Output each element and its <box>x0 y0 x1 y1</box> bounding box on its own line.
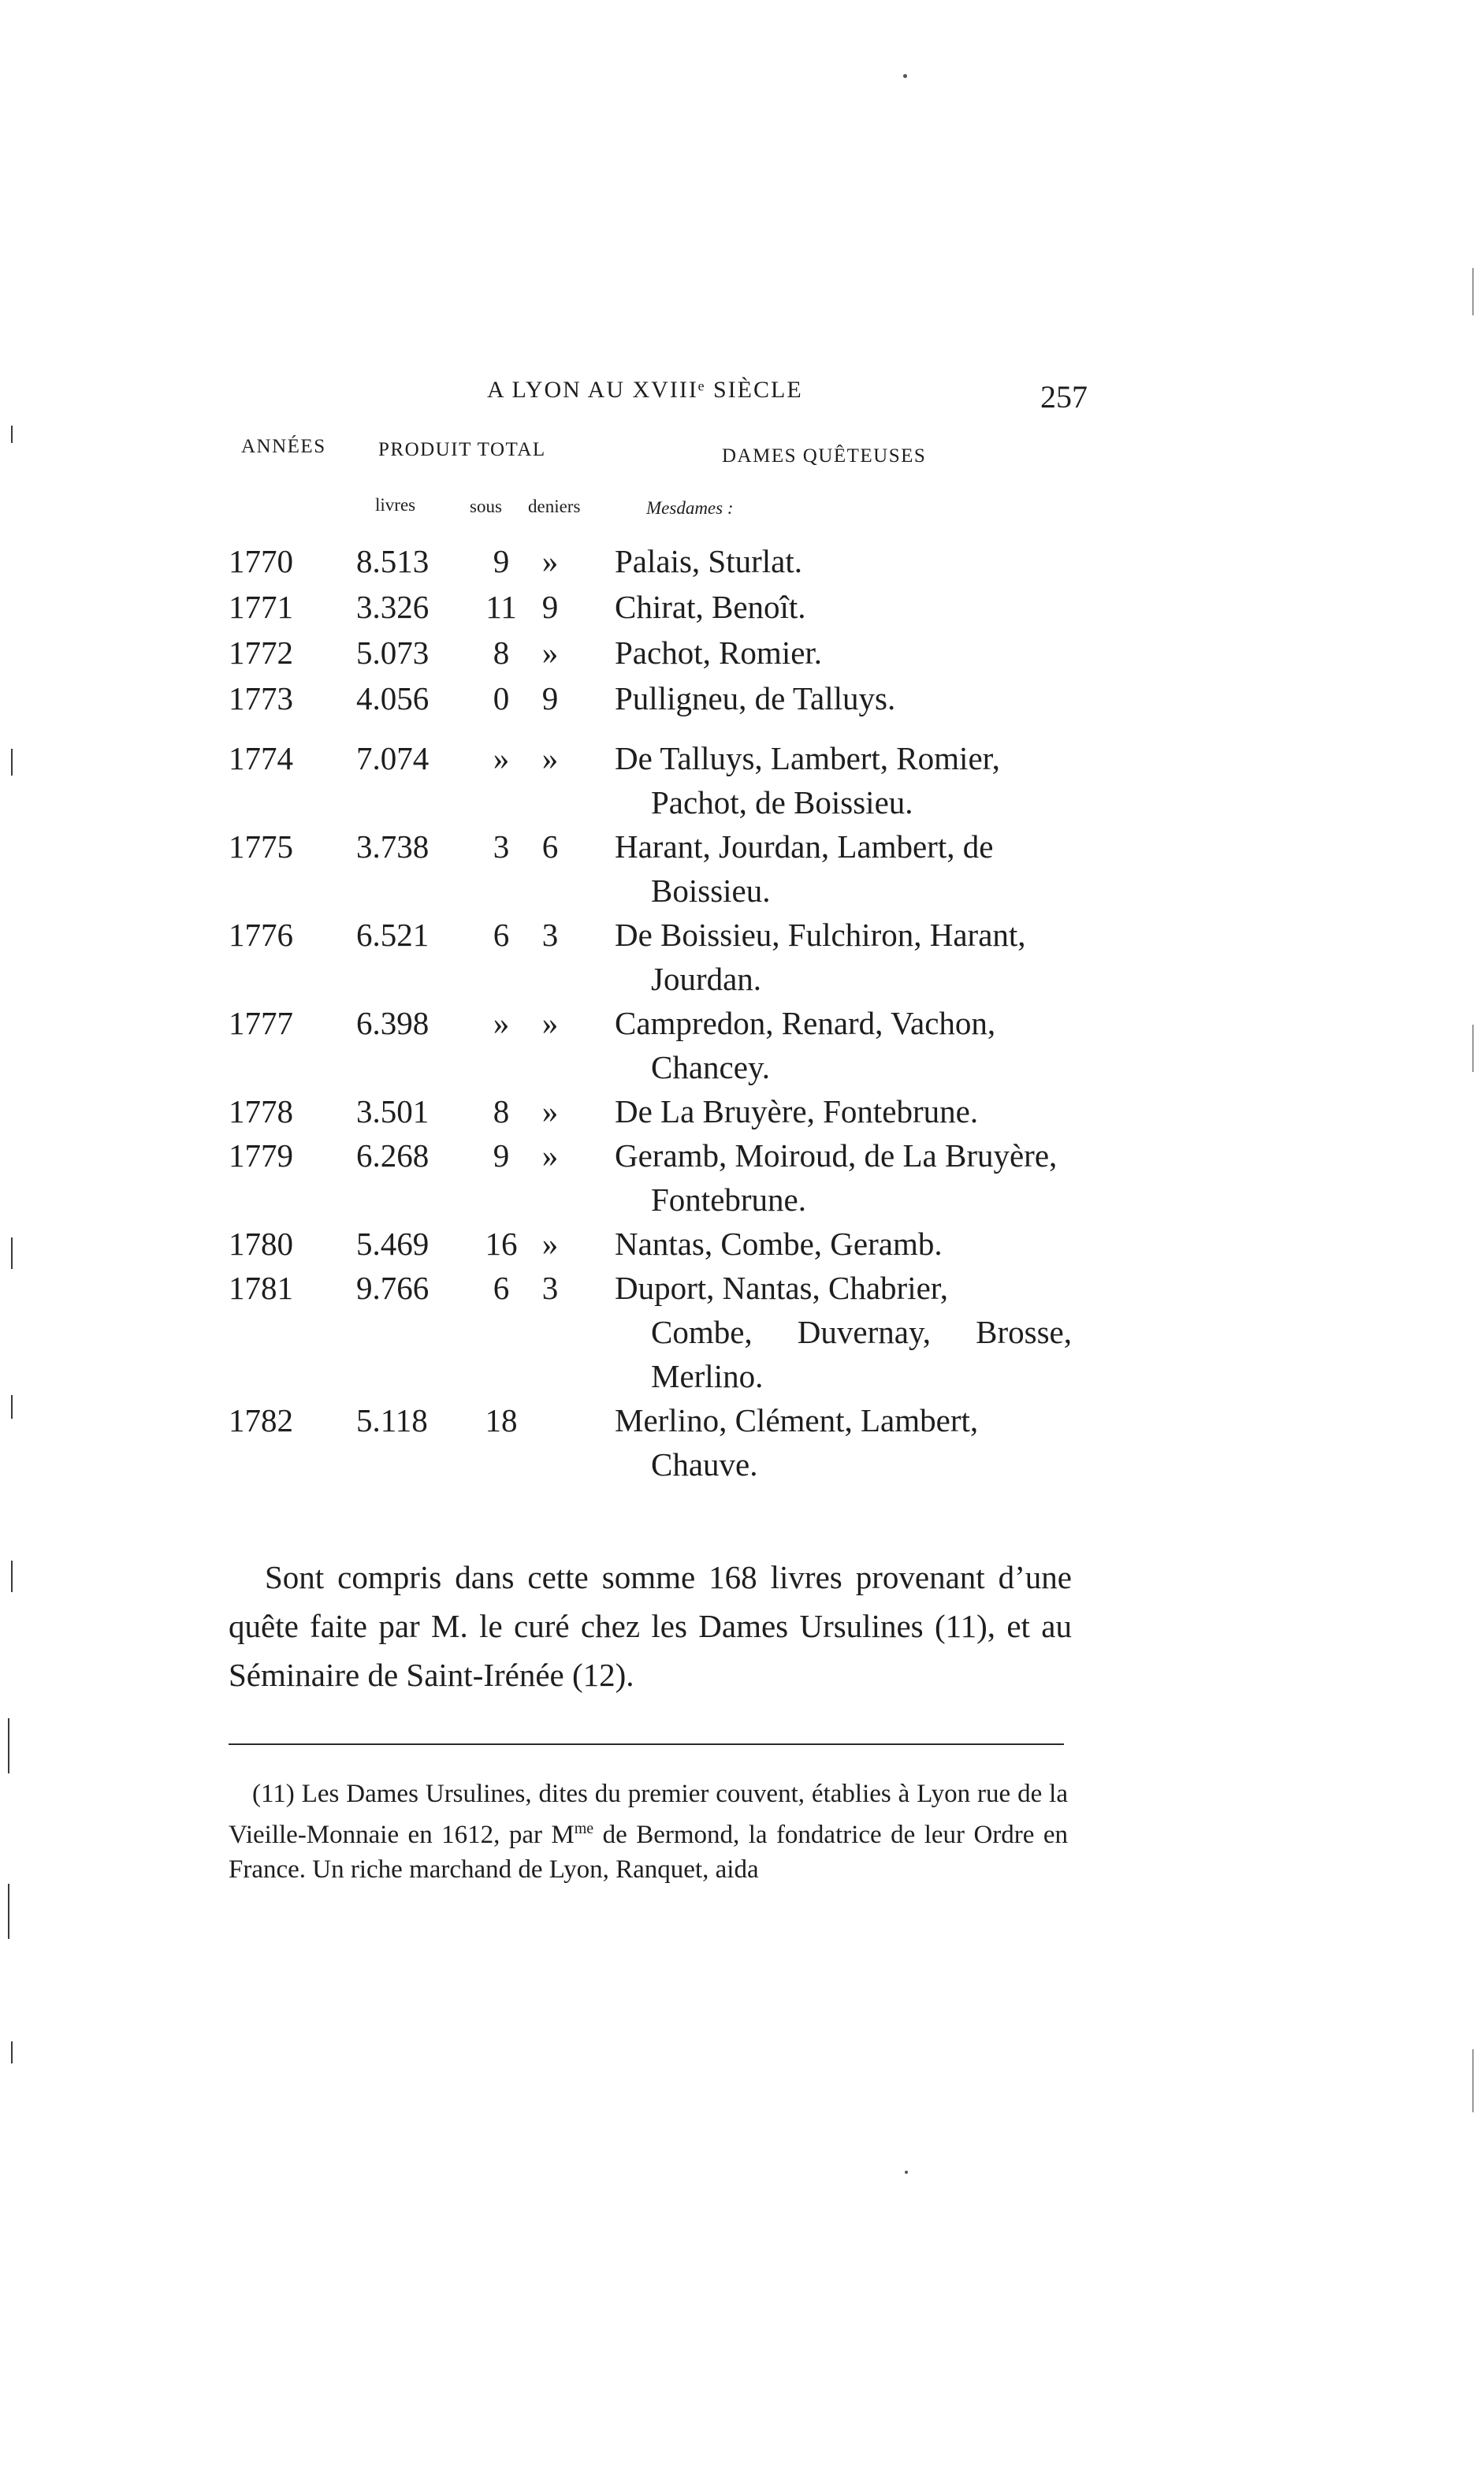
row-names-continued: Combe, Duvernay, Brosse, Merlino. <box>651 1314 1072 1394</box>
row-sous: 9 <box>493 543 510 579</box>
table-row <box>229 1133 1095 1222</box>
row-names: Duport, Nantas, Chabrier, <box>615 1270 949 1306</box>
row-deniers: 9 <box>541 589 559 625</box>
row-livres: 5.118 <box>356 1402 428 1438</box>
scan-speck <box>903 74 907 78</box>
row-sous: 16 <box>485 1226 518 1262</box>
row-livres: 3.326 <box>356 589 430 625</box>
page-number: 257 <box>1040 379 1088 415</box>
row-year: 1772 <box>229 634 293 671</box>
row-deniers: » <box>541 740 559 776</box>
scan-speck <box>905 2171 908 2174</box>
row-livres: 9.766 <box>356 1270 430 1306</box>
row-sous: 6 <box>493 1270 510 1306</box>
row-deniers: 6 <box>541 828 559 865</box>
row-sous: 8 <box>493 634 510 671</box>
row-year: 1774 <box>229 740 293 776</box>
scan-mark <box>11 426 13 443</box>
row-year: 1776 <box>229 917 293 953</box>
table-row <box>229 585 1095 629</box>
row-names-continued: Jourdan. <box>651 961 762 997</box>
footnote-text-before: Les Dames Ursulines, dites du premier couvent, établies à Lyon rue de la Vieille-Monnaie en 1612, par M <box>229 1780 1068 1849</box>
row-deniers: » <box>541 1226 559 1262</box>
row-names: Geramb, Moiroud, de La Bruyère, <box>615 1137 1058 1174</box>
row-sous: 9 <box>493 1137 510 1174</box>
row-year: 1773 <box>229 680 293 716</box>
table-row <box>229 676 1095 720</box>
row-sous: 3 <box>493 828 510 865</box>
table-row <box>229 539 1095 583</box>
scan-mark <box>11 1395 13 1419</box>
table-row <box>229 1398 1095 1487</box>
scan-mark <box>11 1237 13 1269</box>
row-livres: 6.398 <box>356 1005 430 1041</box>
table-row <box>229 736 1095 824</box>
footnote-text-after: de Bermond, la fondatrice de leur Ordre en France. Un riche marchand de Lyon, Ranquet, aida <box>229 1821 1068 1884</box>
row-livres: 8.513 <box>356 543 430 579</box>
body-paragraph: Sont compris dans cette somme 168 livres provenant d’une quête faite par M. le curé chez les Dames Ursulines (11), et au Séminaire de Saint-Irénée (12). <box>229 1559 1072 1693</box>
scan-mark <box>1472 2049 1474 2112</box>
row-year: 1782 <box>229 1402 293 1438</box>
row-year: 1778 <box>229 1093 293 1129</box>
row-year: 1781 <box>229 1270 293 1306</box>
scan-mark <box>1472 268 1474 315</box>
row-livres: 5.469 <box>356 1226 430 1262</box>
footnote <box>229 1777 1068 1887</box>
row-livres: 3.501 <box>356 1093 430 1129</box>
scan-mark <box>11 1561 13 1592</box>
row-livres: 5.073 <box>356 634 430 671</box>
row-names: Chirat, Benoît. <box>615 589 806 625</box>
row-names: Harant, Jourdan, Lambert, de <box>615 828 994 865</box>
row-deniers: » <box>541 1137 559 1174</box>
table-row <box>229 913 1095 1001</box>
footnote-superscript: me <box>574 1820 594 1837</box>
table-row <box>229 824 1095 913</box>
row-livres: 3.738 <box>356 828 430 865</box>
footnote-marker: (11) <box>252 1780 295 1808</box>
row-deniers: 9 <box>541 680 559 716</box>
row-year: 1780 <box>229 1226 293 1262</box>
row-names-continued: Boissieu. <box>651 873 771 909</box>
row-names: Palais, Sturlat. <box>615 543 803 579</box>
row-names-continued: Pachot, de Boissieu. <box>651 784 913 820</box>
row-year: 1777 <box>229 1005 293 1041</box>
footnote-rule <box>229 1743 1064 1745</box>
row-sous: 0 <box>493 680 510 716</box>
scan-mark <box>8 1718 9 1773</box>
row-names: De Talluys, Lambert, Romier, <box>615 740 1000 776</box>
row-year: 1771 <box>229 589 293 625</box>
running-head <box>236 377 1088 424</box>
row-names: Merlino, Clément, Lambert, <box>615 1402 979 1438</box>
row-names-continued: Chauve. <box>651 1446 758 1483</box>
row-names: Nantas, Combe, Geramb. <box>615 1226 943 1262</box>
row-deniers: 3 <box>541 917 559 953</box>
table-row <box>229 1222 1095 1266</box>
row-sous: 8 <box>493 1093 510 1129</box>
row-livres: 7.074 <box>356 740 430 776</box>
header-ladies: DAMES QUÊTEUSES <box>722 445 927 467</box>
row-sous: 6 <box>493 917 510 953</box>
row-names-continued: Fontebrune. <box>651 1181 806 1218</box>
row-year: 1775 <box>229 828 293 865</box>
table-row <box>229 1089 1095 1133</box>
scan-mark <box>8 1884 9 1939</box>
table-row <box>229 1001 1095 1089</box>
row-sous: 18 <box>485 1402 518 1438</box>
subheader-mesdames: Mesdames : <box>646 498 734 518</box>
row-names: Pulligneu, de Talluys. <box>615 680 896 716</box>
row-livres: 6.521 <box>356 917 430 953</box>
row-deniers: » <box>541 1093 559 1129</box>
row-names-continued: Chancey. <box>651 1049 771 1085</box>
row-sous: 11 <box>485 589 517 625</box>
row-names: De La Bruyère, Fontebrune. <box>615 1093 979 1129</box>
subheader-sous: sous <box>470 497 502 516</box>
subheader-livres: livres <box>375 495 416 515</box>
scan-mark <box>11 749 13 776</box>
row-deniers: » <box>541 634 559 671</box>
scan-mark <box>1472 1025 1474 1072</box>
row-year: 1779 <box>229 1137 293 1174</box>
running-title: A LYON AU XVIIIᵉ SIÈCLE <box>487 377 803 403</box>
table-row <box>229 631 1095 675</box>
subheader-deniers: deniers <box>528 497 581 516</box>
collection-table <box>229 539 1095 1487</box>
header-years: ANNÉES <box>241 436 326 457</box>
row-deniers: » <box>541 1005 559 1041</box>
row-deniers: » <box>541 543 559 579</box>
row-sous: » <box>493 1005 510 1041</box>
row-names: De Boissieu, Fulchiron, Harant, <box>615 917 1026 953</box>
row-names: Pachot, Romier. <box>615 634 823 671</box>
row-year: 1770 <box>229 543 293 579</box>
scan-mark <box>11 2041 13 2063</box>
row-deniers: 3 <box>541 1270 559 1306</box>
table-row <box>229 1266 1095 1398</box>
row-livres: 4.056 <box>356 680 430 716</box>
row-livres: 6.268 <box>356 1137 430 1174</box>
row-names: Campredon, Renard, Vachon, <box>615 1005 996 1041</box>
header-product: PRODUIT TOTAL <box>378 439 546 460</box>
row-sous: » <box>493 740 510 776</box>
